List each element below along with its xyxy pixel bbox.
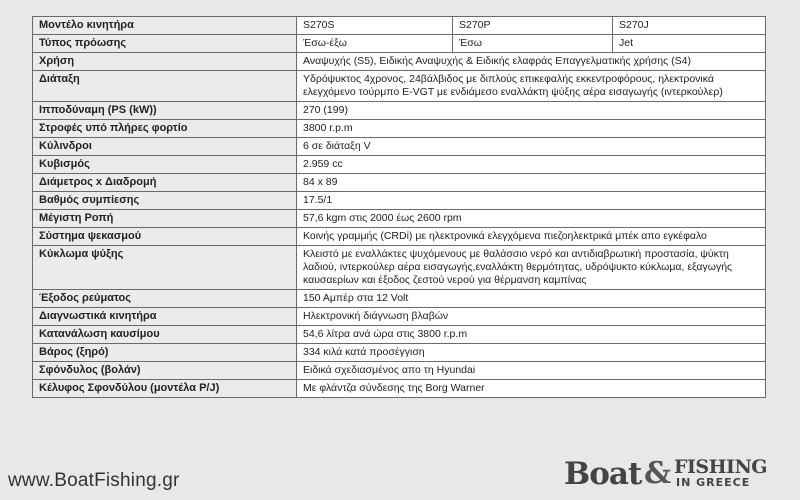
row-value: 334 κιλά κατά προσέγγιση [297, 344, 766, 362]
row-label: Κυβισμός [33, 156, 297, 174]
table-row [33, 326, 766, 344]
row-value: Ειδικά σχεδιασμένος απο τη Hyundai [297, 362, 766, 380]
row-label: Σφόνδυλος (βολάν) [33, 362, 297, 380]
model-s270s: S270S [297, 17, 453, 35]
boatfishing-logo [564, 456, 794, 494]
row-value: 57,6 kgm στις 2000 έως 2600 rpm [297, 210, 766, 228]
logo-greece-text: IN GREECE [676, 476, 751, 489]
table-row [33, 138, 766, 156]
row-label: Βάρος (ξηρό) [33, 344, 297, 362]
row-value: 270 (199) [297, 102, 766, 120]
row-label: Κύλινδροι [33, 138, 297, 156]
row-label: Έξοδος ρεύματος [33, 290, 297, 308]
model-s270j: S270J [613, 17, 766, 35]
row-value: 17.5/1 [297, 192, 766, 210]
table-row [33, 290, 766, 308]
table-row [33, 210, 766, 228]
row-value: Αναψυχής (S5), Ειδικής Αναψυχής & Ειδικής ελαφράς Επαγγελματικής χρήσης (S4) [297, 53, 766, 71]
engine-spec-table [32, 16, 766, 398]
row-value: 6 σε διάταξη V [297, 138, 766, 156]
row-value: Κλειστό με εναλλάκτες ψυχόμενους με θαλάσσιο νερό και αντιδιαβρωτική προστασία, ψύκτη λαδιού, ιντερκούλερ αέρα εισαγωγής,εναλλάκτη θερμότητας, υδρόψυκτο κύκλωμα, εξαγωγής καυσαερίων και έξοδος ζεστού νερού για θέρμανση καμπίνας [297, 246, 766, 290]
table-row [33, 380, 766, 398]
table-row [33, 308, 766, 326]
row-value: Κοινής γραμμής (CRDi) με ηλεκτρονικά ελεγχόμενα πιεζοηλεκτρικά μπέκ απο εγκέφαλο [297, 228, 766, 246]
row-label: Βαθμός συμπίεσης [33, 192, 297, 210]
row-label: Κύκλωμα ψύξης [33, 246, 297, 290]
table-row [33, 174, 766, 192]
row-label: Ιπποδύναμη (PS (kW)) [33, 102, 297, 120]
row-label: Κέλυφος Σφονδύλου (μοντέλα P/J) [33, 380, 297, 398]
row-label: Χρήση [33, 53, 297, 71]
table-row [33, 71, 766, 102]
row-value: Με φλάντζα σύνδεσης της Borg Warner [297, 380, 766, 398]
row-label: Στροφές υπό πλήρες φορτίο [33, 120, 297, 138]
table-row [33, 156, 766, 174]
table-row [33, 120, 766, 138]
table-row-propulsion [33, 35, 766, 53]
row-label: Τύπος πρόωσης [33, 35, 297, 53]
row-value: Ηλεκτρονική διάγνωση βλαβών [297, 308, 766, 326]
row-value: 2.959 cc [297, 156, 766, 174]
table-row [33, 102, 766, 120]
row-label: Σύστημα ψεκασμού [33, 228, 297, 246]
table-row [33, 362, 766, 380]
propulsion-s270j: Jet [613, 35, 766, 53]
table-row [33, 228, 766, 246]
propulsion-s270s: Έσω-έξω [297, 35, 453, 53]
row-value: 3800 r.p.m [297, 120, 766, 138]
logo-ampersand: & [644, 456, 672, 491]
logo-fishing-text: FISHING [674, 456, 768, 478]
row-value: 150 Αμπέρ στα 12 Volt [297, 290, 766, 308]
table-row [33, 344, 766, 362]
row-label: Μοντέλο κινητήρα [33, 17, 297, 35]
table-row-header [33, 17, 766, 35]
row-label: Διάμετρος x Διαδρομή [33, 174, 297, 192]
row-label: Κατανάλωση καυσίμου [33, 326, 297, 344]
model-s270p: S270P [453, 17, 613, 35]
row-value: 84 x 89 [297, 174, 766, 192]
table-row [33, 53, 766, 71]
table-row [33, 192, 766, 210]
website-url: www.BoatFishing.gr [8, 470, 180, 491]
row-value: Υδρόψυκτος 4χρονος, 24βάλβιδος με διπλούς επικεφαλής εκκεντροφόρους, ηλεκτρονικά ελεγχόμενο τούρμπο E-VGT με ενδιάμεσο εναλλάκτη ψύξης αέρα εισαγωγής (ιντερκούλερ) [297, 71, 766, 102]
row-label: Διαγνωστικά κινητήρα [33, 308, 297, 326]
row-label: Μέγιστη Ροπή [33, 210, 297, 228]
row-label: Διάταξη [33, 71, 297, 102]
row-value: 54,6 λίτρα ανά ώρα στις 3800 r.p.m [297, 326, 766, 344]
propulsion-s270p: Έσω [453, 35, 613, 53]
table-row [33, 246, 766, 290]
spec-sheet [32, 16, 765, 398]
logo-boat-text: Boat [564, 456, 642, 492]
